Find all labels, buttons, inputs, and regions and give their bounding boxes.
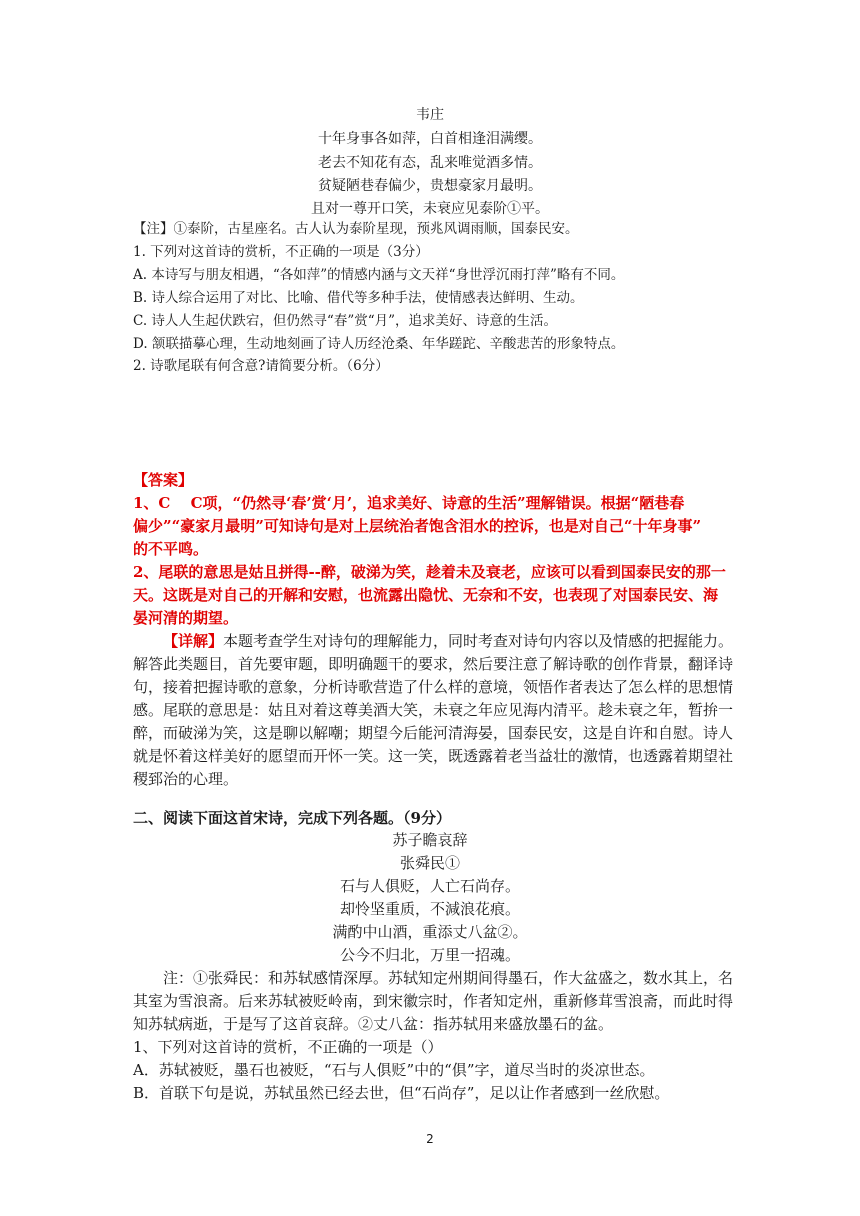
question-2: 2. 诗歌尾联有何含意?请简要分析。（6分） [133,358,389,374]
poem2-author: 张舜民① [399,854,460,872]
poem2-note-line: 其室为雪浪斋。后来苏轼被贬岭南，到宋徽宗时，作者知定州，重新修茸雪浪斋，而此时得 [133,992,734,1010]
poem2-note-line: 知苏轼病逝，于是写了这首哀辞。②丈八盆：指苏轼用来盛放墨石的盆。 [133,1015,614,1033]
option-b: B. 诗人综合运用了对比、比喻、借代等多种手法，使情感表达鲜明、生动。 [133,290,584,306]
detail-text: 本题考查学生对诗句的理解能力，同时考查对诗句内容以及情感的把握能力。 [223,632,734,650]
detail-line: 句，接着把握诗歌的意象，分析诗歌营造了什么样的意境，领悟作者表达了怎么样的思想情 [133,678,734,696]
detail-line: 感。尾联的意思是：姑且对着这尊美酒大笑，未衰之年应见海内清平。趁未衰之年，暂拚一 [133,701,734,719]
option-a: A. 本诗写与朋友相遇，“各如萍”的情感内涵与文天祥“身世浮沉雨打萍”略有不同。 [133,267,625,283]
answer-1-line: 的不平鸣。 [133,540,209,558]
answer-2-line: 天。这既是对自己的开解和安慰，也流露出隐忧、无奈和不安，也表现了对国泰民安、海 [133,586,719,604]
option-c: C. 诗人人生起伏跌宕，但仍然寻“春”赏“月”，追求美好、诗意的生活。 [133,313,558,329]
question-1: 1. 下列对这首诗的赏析，不正确的一项是（3分） [133,244,429,260]
detail-first-line [163,629,763,653]
poem1-note: 【注】①泰阶，古星座名。古人认为泰阶星现，预兆风调雨顺，国泰民安。 [133,221,579,237]
page-number: 2 [426,1132,434,1146]
poem2-title: 苏子瞻哀辞 [392,831,468,849]
poem1-line: 且对一尊开口笑，未衰应见泰阶①平。 [311,201,549,217]
answer-2-line: 2、尾联的意思是姑且拼得--醉，破涕为笑，趁着未及衰老，应该可以看到国泰民安的那一 [133,563,726,581]
poem1-line: 十年身事各如萍，白首相逢泪满缨。 [318,131,542,147]
poem2-line: 满酌中山酒，重添丈八盆②。 [332,923,528,941]
answer-1-line: 偏少”“豪家月最明”可知诗句是对上层统治者饱含泪水的控诉，也是对自己“十年身事” [133,517,702,535]
answer-2-line: 晏河清的期望。 [133,609,239,627]
section-2-heading: 二、阅读下面这首宋诗，完成下列各题。（9分） [133,809,451,827]
poem2-note-line: 注：①张舜民：和苏轼感情深厚。苏轼知定州期间得墨石，作大盆盛之，数水其上，名 [163,969,734,987]
detail-line: 就是怀着这样美好的愿望而开怀一笑。这一笑，既透露着老当益壮的激情，也透露着期望社 [133,747,734,765]
poem1-author: 韦庄 [416,107,444,123]
section-2-question-1: 1、下列对这首诗的赏析，不正确的一项是（） [133,1038,443,1056]
detail-line: 解答此类题目，首先要审题，即明确题干的要求，然后要注意了解诗歌的创作背景，翻译诗 [133,655,734,673]
detail-line: 稷郅治的心理。 [133,770,239,788]
answer-label: 【答案】 [133,471,194,489]
detail-label: 【详解】 [163,632,224,650]
poem2-line: 却怜坚重质，不減浪花痕。 [339,900,520,918]
section-2-option-b: B．首联下句是说，苏轼虽然已经去世，但“石尚存”，足以让作者感到一丝欣慰。 [133,1084,670,1102]
section-2-option-a: A．苏轼被贬，墨石也被贬，“石与人俱贬”中的“俱”字，道尽当时的炎凉世态。 [133,1061,655,1079]
answer-1-line: 1、C C项，“仍然寻‘春’赏‘月’，追求美好、诗意的生活”理解错误。根据“陋巷春 [133,494,685,512]
poem1-line: 贫疑陋巷春偏少，贵想豪家月最明。 [318,178,542,194]
poem2-line: 石与人俱贬，人亡石尚存。 [339,877,520,895]
option-d: D. 颔联描摹心理，生动地刻画了诗人历经沧桑、年华蹉跎、辛酸悲苦的形象特点。 [133,336,625,352]
detail-line: 醉，而破涕为笑，这是聊以解嘲；期望今后能河清海晏，国泰民安，这是自许和自慰。诗人 [133,724,734,742]
poem2-line: 公今不归北，万里一招魂。 [339,946,520,964]
poem1-line: 老去不知花有态，乱来唯觉酒多情。 [318,155,542,171]
